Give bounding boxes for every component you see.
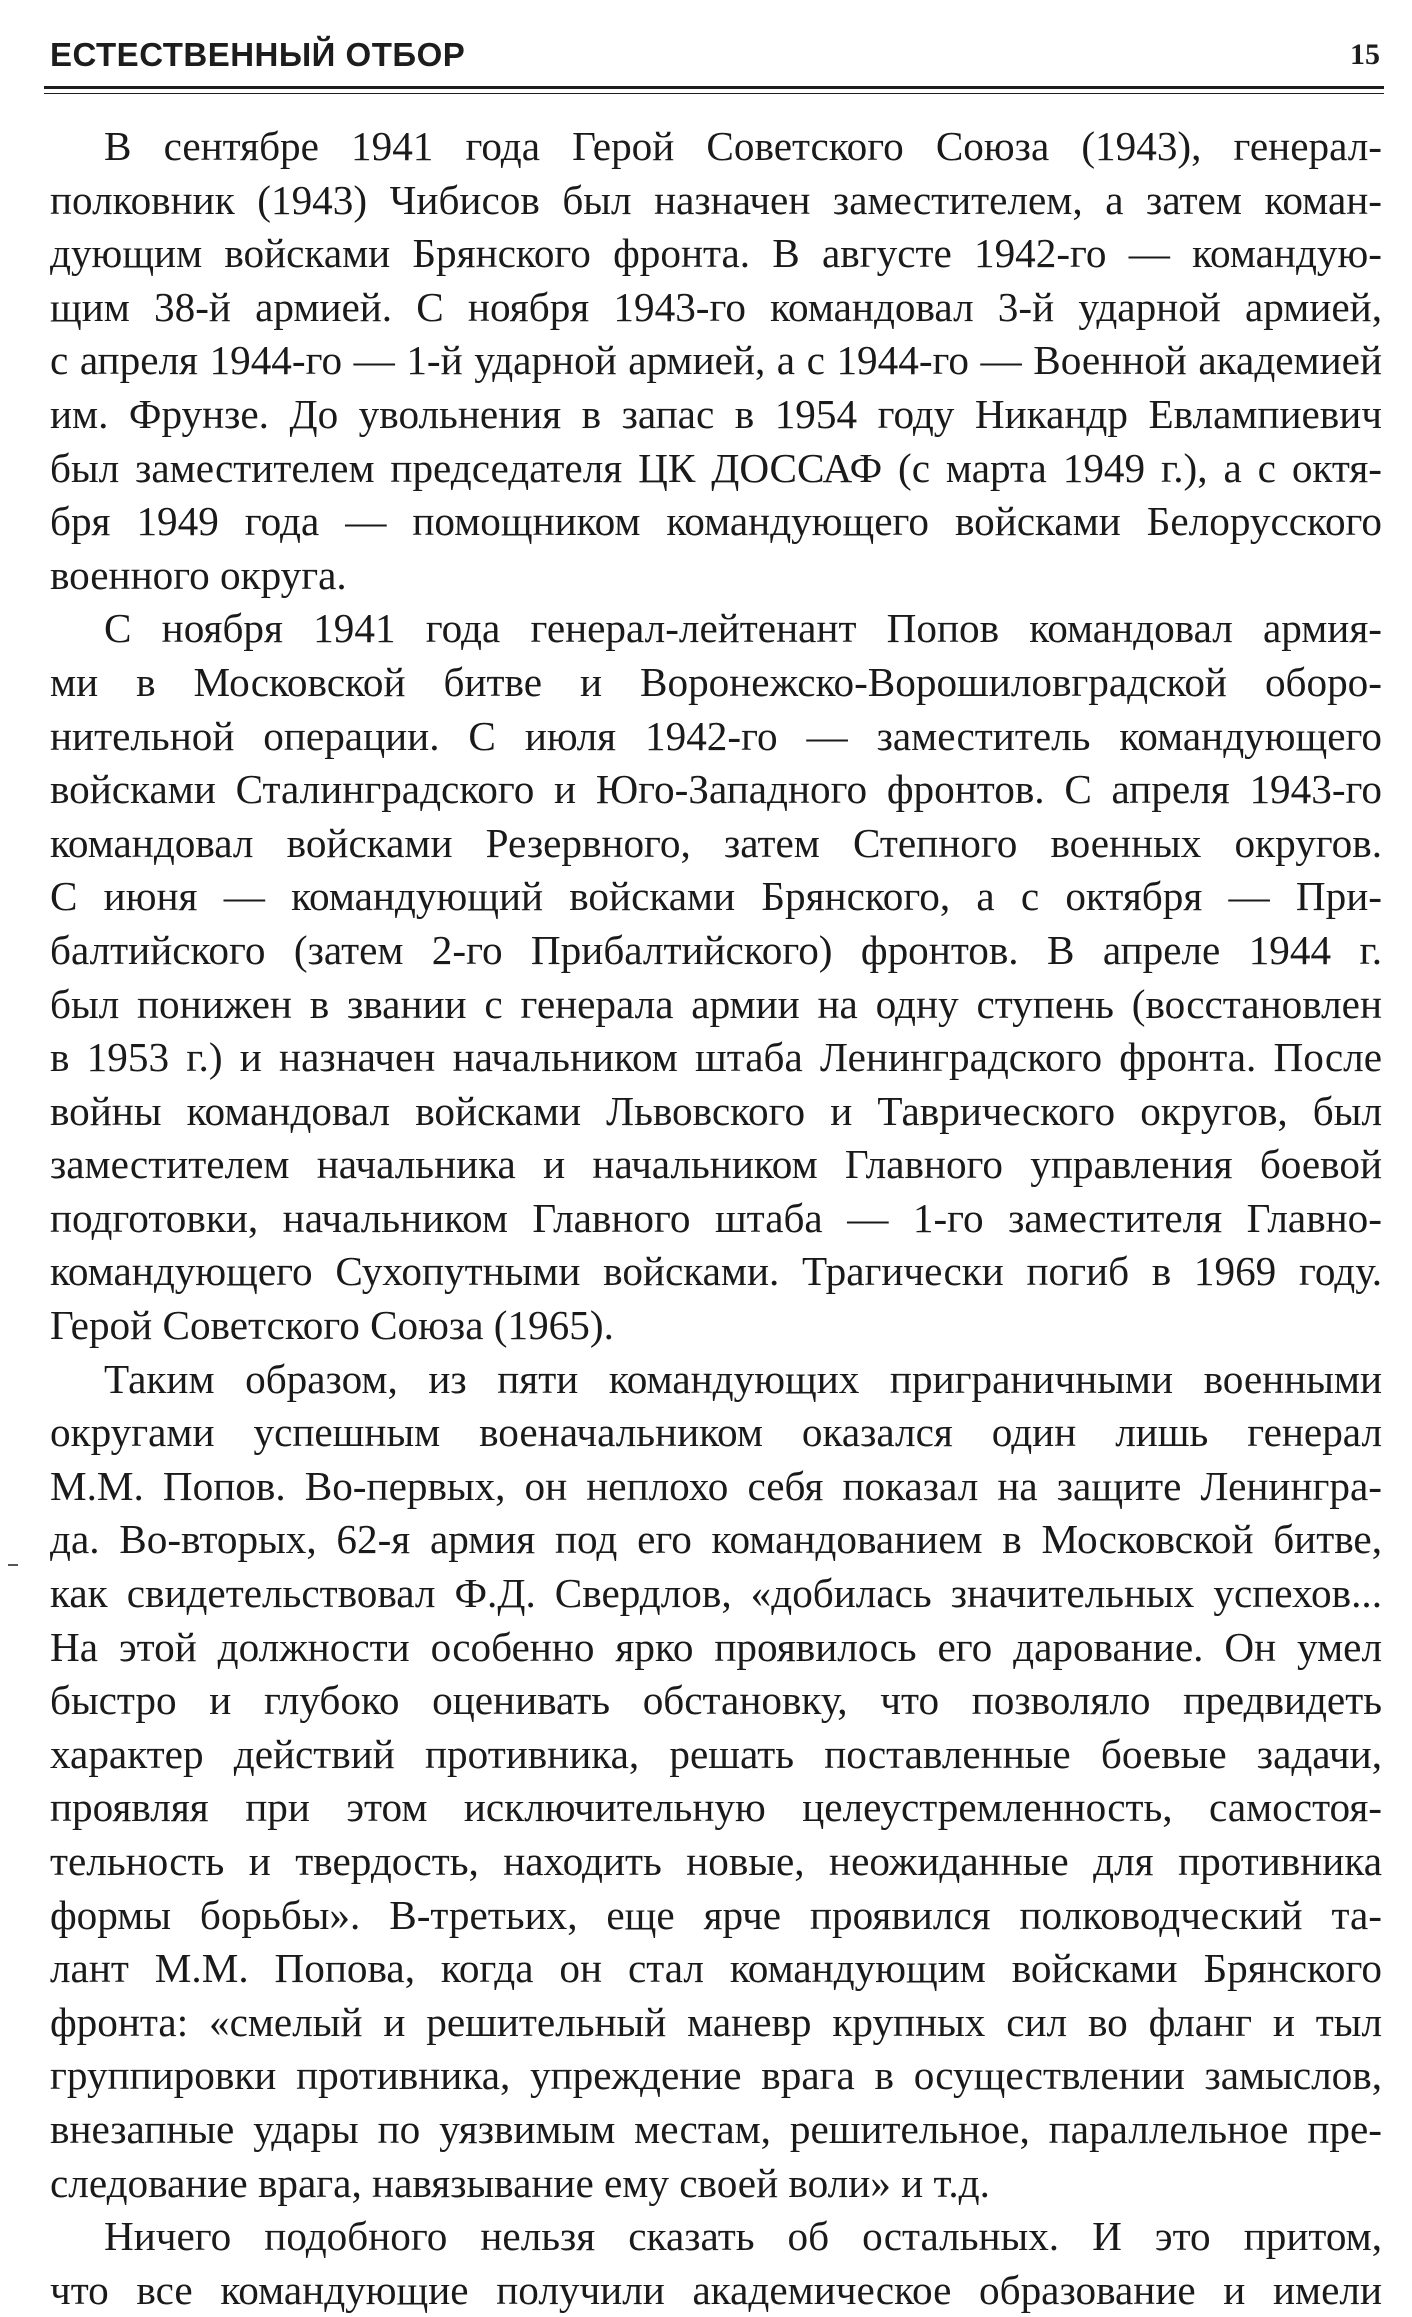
running-head bbox=[44, 30, 1384, 84]
text-line: бря 1949 года — помощником командующего войсками Белорусского bbox=[50, 498, 1382, 545]
text-line: щим 38-й армией. С ноября 1943-го командовал 3-й ударной армией, bbox=[50, 283, 1382, 330]
paragraph-popov bbox=[50, 602, 1382, 1352]
text-line: войны командовал войсками Львовского и Таврического округов, был bbox=[50, 1087, 1382, 1134]
book-page bbox=[44, 30, 1384, 2313]
text-line: С июня — командующий войсками Брянского, а с октября — При- bbox=[50, 873, 1382, 920]
text-line: внезапные удары по уязвимым местам, решительное, параллельное пре- bbox=[50, 2105, 1382, 2152]
text-line: фронта: «смелый и решительный маневр крупных сил во фланг и тыл bbox=[50, 1998, 1382, 2045]
text-line: округами успешным военачальником оказался один лишь генерал bbox=[50, 1409, 1382, 1456]
header-rule-thin bbox=[44, 93, 1384, 94]
text-line: проявляя при этом исключительную целеустремленность, самостоя- bbox=[50, 1784, 1382, 1831]
text-line: Герой Советского Союза (1965). bbox=[50, 1302, 614, 1349]
text-line: тельность и твердость, находить новые, неожиданные для противника bbox=[50, 1838, 1382, 1884]
text-line: группировки противника, упреждение врага в осуществлении замыслов, bbox=[50, 2052, 1382, 2099]
paragraph-chibisov bbox=[50, 120, 1382, 602]
text-line: В сентябре 1941 года Герой Советского Союза (1943), генерал- bbox=[104, 123, 1382, 169]
text-line: нительной операции. С июля 1942-го — заместитель командующего bbox=[50, 712, 1382, 759]
text-line: в 1953 г.) и назначен начальником штаба Ленинградского фронта. После bbox=[50, 1034, 1382, 1081]
header-rule-thick bbox=[44, 86, 1384, 89]
text-line: что все командующие получили академическое образование и имели bbox=[50, 2266, 1382, 2313]
text-line: войсками Сталинградского и Юго-Западного фронтов. С апреля 1943-го bbox=[50, 766, 1382, 813]
text-line: да. Во-вторых, 62-я армия под его командованием в Московской битве, bbox=[50, 1516, 1382, 1563]
text-line: командующего Сухопутными войсками. Трагически погиб в 1969 году. bbox=[50, 1248, 1382, 1295]
text-line: быстро и глубоко оценивать обстановку, что позволяло предвидеть bbox=[50, 1677, 1382, 1724]
text-line: полковник (1943) Чибисов был назначен заместителем, а затем коман- bbox=[50, 176, 1382, 223]
text-line: как свидетельствовал Ф.Д. Свердлов, «добилась значительных успехов... bbox=[50, 1570, 1382, 1617]
text-line: Таким образом, из пяти командующих приграничными военными bbox=[104, 1355, 1382, 1402]
text-line: На этой должности особенно ярко проявилось его дарование. Он умел bbox=[50, 1623, 1382, 1670]
text-line: заместителем начальника и начальником Главного управления боевой bbox=[50, 1141, 1382, 1188]
text-line: подготовки, начальником Главного штаба — 1-го заместителя Главно- bbox=[50, 1194, 1382, 1241]
margin-mark bbox=[8, 1564, 18, 1566]
text-line: С ноября 1941 года генерал-лейтенант Попов командовал армия- bbox=[104, 605, 1382, 652]
text-line: им. Фрунзе. До увольнения в запас в 1954 году Никандр Евлампиевич bbox=[50, 390, 1382, 437]
text-line: командовал войсками Резервного, затем Степного военных округов. bbox=[50, 819, 1382, 866]
text-line: балтийского (затем 2-го Прибалтийского) фронтов. В апреле 1944 г. bbox=[50, 926, 1382, 973]
paragraph-conclusion bbox=[50, 1353, 1382, 2211]
text-line: ми в Московской битве и Воронежско-Ворошиловградской оборо- bbox=[50, 658, 1382, 705]
text-line: с апреля 1944-го — 1-й ударной армией, а с 1944-го — Военной академией bbox=[50, 337, 1382, 384]
text-line: формы борьбы». В-третьих, еще ярче проявился полководческий та- bbox=[50, 1891, 1382, 1938]
text-line: лант М.М. Попова, когда он стал командующим войсками Брянского bbox=[50, 1945, 1382, 1992]
text-line: характер действий противника, решать поставленные боевые задачи, bbox=[50, 1730, 1382, 1777]
text-line: Ничего подобного нельзя сказать об остальных. И это притом, bbox=[104, 2213, 1382, 2260]
text-line: был понижен в звании с генерала армии на одну ступень (восстановлен bbox=[50, 980, 1382, 1027]
text-line: М.М. Попов. Во-первых, он неплохо себя показал на защите Ленингра- bbox=[50, 1462, 1382, 1509]
text-line: военного округа. bbox=[50, 551, 347, 598]
text-line: был заместителем председателя ЦК ДОССАФ (с марта 1949 г.), а с октя- bbox=[50, 444, 1382, 491]
body-text bbox=[50, 120, 1382, 2317]
text-line: дующим войсками Брянского фронта. В августе 1942-го — командую- bbox=[50, 230, 1382, 277]
text-line: следование врага, навязывание ему своей воли» и т.д. bbox=[50, 2159, 990, 2206]
page-number: 15 bbox=[1350, 38, 1380, 71]
running-title: ЕСТЕСТВЕННЫЙ ОТБОР bbox=[50, 36, 466, 73]
